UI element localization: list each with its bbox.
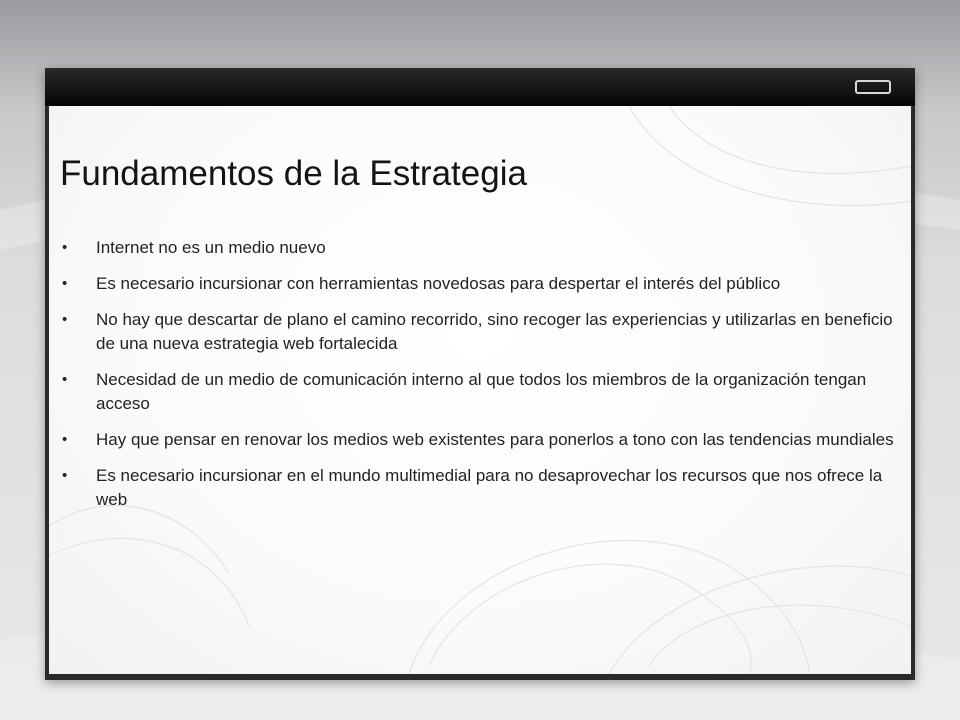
bullet-icon: • xyxy=(62,275,68,292)
bullet-text: Hay que pensar en renovar los medios web existentes para ponerlos a tono con las tendencias mundiales xyxy=(96,430,894,449)
bullet-item xyxy=(60,368,910,416)
bullet-icon: • xyxy=(62,239,68,256)
bullet-item xyxy=(60,464,910,512)
bullet-list xyxy=(60,236,910,524)
bullet-icon: • xyxy=(62,431,68,448)
bullet-item xyxy=(60,236,910,260)
bullet-icon: • xyxy=(62,467,68,484)
bullet-text: Internet no es un medio nuevo xyxy=(96,238,326,257)
bullet-item xyxy=(60,428,910,452)
bullet-text: Es necesario incursionar con herramientas novedosas para despertar el interés del público xyxy=(96,274,781,293)
bullet-item xyxy=(60,272,910,296)
slide-window xyxy=(45,68,915,680)
window-button-icon[interactable] xyxy=(855,80,891,94)
bullet-icon: • xyxy=(62,371,68,388)
bullet-text: Necesidad de un medio de comunicación interno al que todos los miembros de la organización tengan acceso xyxy=(96,370,867,413)
bullet-icon: • xyxy=(62,311,68,328)
bullet-text: Es necesario incursionar en el mundo multimedial para no desaprovechar los recursos que nos ofrece la web xyxy=(96,466,883,509)
window-title-bar xyxy=(45,68,915,106)
bullet-text: No hay que descartar de plano el camino recorrido, sino recoger las experiencias y utilizarlas en beneficio de una nueva estrategia web fortalecida xyxy=(96,310,893,353)
bullet-item xyxy=(60,308,910,356)
slide-content xyxy=(49,106,911,674)
slide-title: Fundamentos de la Estrategia xyxy=(60,154,527,193)
